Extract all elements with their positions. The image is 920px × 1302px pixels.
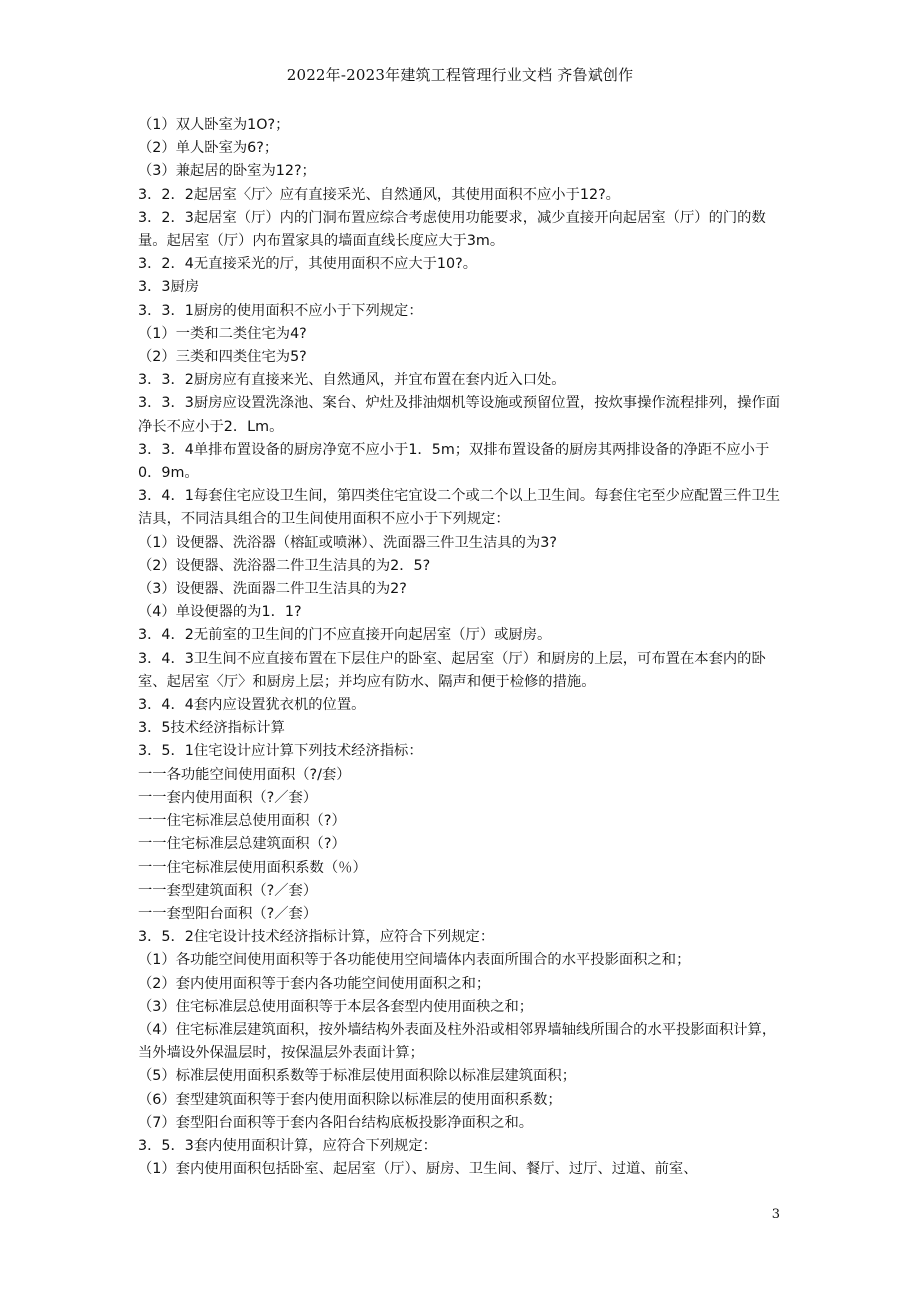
text-line: 3．4．2无前室的卫生间的门不应直接开向起居室（厅）或厨房。 [138, 627, 552, 644]
text-line: 3．3厨房 [138, 279, 200, 296]
text-line: （1）设便器、洗浴器（榕缸或喷淋）、洗面器三件卫生洁具的为3? [138, 534, 557, 551]
text-line: 一一各功能空间使用面积（?/套） [138, 766, 351, 783]
text-line: （6）套型建筑面积等于套内使用面积除以标准层的使用面积系数； [138, 1091, 562, 1108]
text-line: 一一套内使用面积（?／套） [138, 789, 318, 806]
text-line: 3．5．1住宅设计应计算下列技术经济指标： [138, 743, 423, 760]
text-line: 3．3．3厨房应设置洗涤池、案台、炉灶及排油烟机等设施或预留位置，按炊事操作流程排列，操作面净长不应小于2．Lm。 [138, 395, 781, 435]
text-line: （1）各功能空间使用面积等于各功能使用空间墙体内表面所围合的水平投影面积之和； [138, 952, 691, 969]
text-line: 3．5．2住宅设计技术经济指标计算，应符合下列规定： [138, 929, 495, 946]
text-line: 3．2．2起居室〈厅〉应有直接采光、自然通风，其使用面积不应小于12?。 [138, 186, 620, 203]
text-line: （3）住宅标准层总使用面积等于本层各套型内使用面秧之和； [138, 998, 534, 1015]
text-line: （3）兼起居的卧室为12?； [138, 163, 316, 180]
text-line: 3．4．1每套住宅应设卫生间，第四类住宅宜设二个或二个以上卫生间。每套住宅至少应配置三件卫生洁具，不同洁具组合的卫生间使用面积不应小于下列规定： [138, 488, 781, 528]
text-line: （3）设便器、洗面器二件卫生洁具的为2? [138, 581, 407, 598]
text-line: 3．2．4无直接采光的厅，其使用面积不应大于10?。 [138, 256, 478, 273]
text-line: 3．4．3卫生间不应直接布置在下层住户的卧室、起居室（厅）和厨房的上层，可布置在本套内的卧室、起居室〈厅〉和厨房上层；并均应有防水、隔声和便于检修的措施。 [138, 650, 766, 690]
text-line: （2）三类和四类住宅为5? [138, 349, 307, 366]
text-line: （1）套内使用面积包括卧室、起居室（厅）、厨房、卫生间、餐厅、过厅、过道、前室、 [138, 1161, 698, 1178]
text-line: 3．5．3套内使用面积计算，应符合下列规定： [138, 1137, 437, 1154]
text-line: 一一套型建筑面积（?／套） [138, 882, 318, 899]
text-line: （5）标准层使用面积系数等于标准层使用面积除以标准层建筑面积； [138, 1068, 576, 1085]
text-line: 3．3．4单排布置设备的厨房净宽不应小于1．5m；双排布置设备的厨房其两排设备的净距不应小于0．9m。 [138, 441, 770, 482]
text-line: （1）一类和二类住宅为4? [138, 325, 307, 342]
text-line: （7）套型阳台面积等于套内各阳台结构底板投影净面积之和。 [138, 1114, 534, 1131]
text-line: （2）设便器、洗浴器二件卫生洁具的为2．5? [138, 557, 431, 574]
text-line: （2）单人卧室为6?； [138, 140, 279, 157]
text-line: （4）住宅标准层建筑面积，按外墙结构外表面及柱外沿或相邻界墙轴线所围合的水平投影面积计算，当外墙设外保温层时，按保温层外表面计算； [138, 1021, 777, 1062]
text-line: 一一住宅标准层总使用面积（?） [138, 813, 346, 830]
text-line: 一一住宅标准层总建筑面积（?） [138, 836, 346, 853]
text-line: 一一套型阳台面积（?／套） [138, 905, 318, 922]
text-line: 一一住宅标准层使用面积系数（％） [138, 859, 367, 876]
text-line: 3．3．1厨房的使用面积不应小于下列规定： [138, 302, 423, 319]
text-line: （1）双人卧室为1O?； [138, 117, 290, 133]
text-line: 3．5技术经济指标计算 [138, 720, 285, 737]
text-line: 3．2．3起居室（厅）内的门洞布置应综合考虑使用功能要求，减少直接开向起居室（厅）的门的数量。起居室（厅）内布置家具的墙面直线长度应大于3m。 [138, 209, 766, 250]
text-line: （2）套内使用面积等于套内各功能空间使用面积之和； [138, 975, 491, 992]
text-line: 3．3．2厨房应有直接来光、自然通风，并宜布置在套内近入口处。 [138, 372, 566, 389]
text-line: （4）单设便器的为1．1? [138, 604, 302, 621]
page-header: 2022年-2023年建筑工程管理行业文档 齐鲁斌创作 [286, 66, 634, 84]
document-body [138, 114, 788, 1181]
page-number: 3 [771, 1207, 780, 1222]
text-line: 3．4．4套内应设置犹衣机的位置。 [138, 697, 366, 714]
